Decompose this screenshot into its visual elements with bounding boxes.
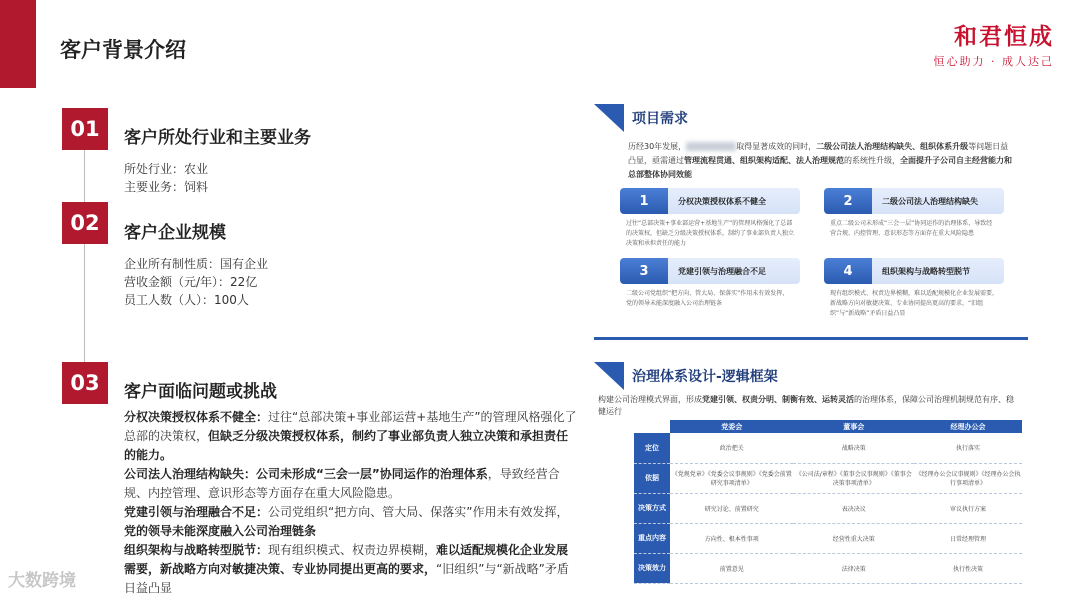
card-title: 分权决策授权体系不健全 [678,196,766,206]
table-cell: 《党规党章》《党委会议事规则》《党委会前置研究事项清单》 [670,463,793,493]
governance-framework-panel [594,362,1028,596]
ownership-line: 企业所有制性质：国有企业 [124,257,269,271]
card-body: 二级公司党组织“把方向、管大局、保落实”作用未有效发挥，党的领导未能深度融入公司治理链条 [626,290,789,307]
need-card [824,188,1004,244]
table-row [634,433,1022,463]
card-number: 3 [620,258,668,284]
table-cell: 日常经理管理 [914,523,1022,553]
card-body: 现有组织模式、权责边界模糊，难以适配规模化企业发展需要，新战略方向对敏捷决策、专业协同提出更高的要求，“旧组织”与“新战略”矛盾日益凸显 [830,290,999,317]
section-number-02: 02 [62,202,108,244]
brand-logo [934,18,1055,69]
table-row [634,553,1022,583]
table-cell: 经营性重大决策 [793,523,914,553]
table-row [634,493,1022,523]
project-needs-panel [594,104,1028,340]
need-card [824,258,1004,324]
row-header: 决策方式 [634,493,670,523]
panel-intro: 历经30年发展， 取得显著成效的同时，二级公司法人治理结构缺失、组织体系升级等问题日益凸显，亟需通过管理流程贯通、组织架构适配、法人治理规范的系统性升级，全面提升子公司自主经营能力和总部整体协同效能 [628,142,1012,179]
card-title: 二级公司法人治理结构缺失 [882,196,978,206]
section-body-industry [124,160,208,196]
card-body: 过往“总部决策+事业部运营+基地生产”的管理风格强化了总部的决策权，但缺乏分级决策授权体系，制约了事业部负责人独立决策和承担责任的能力 [626,220,795,247]
row-header: 决策效力 [634,553,670,583]
panel-title: 治理体系设计-逻辑框架 [632,369,778,385]
challenges-list [124,408,579,598]
challenge-item: 公司法人治理结构缺失：公司未形成“三会一层”协同运作的治理体系，导致经营合规、内控管理、意识形态等方面存在重大风险隐患。 [124,467,560,500]
need-card [620,188,800,254]
revenue-line: 营收金额（元/年）：22亿 [124,275,258,289]
corner-accent-bar [0,0,36,88]
table-header: 经理办公会 [914,420,1022,433]
industry-line: 所处行业：农业 [124,162,209,176]
section-number-03: 03 [62,362,108,404]
table-cell: 表决决议 [793,493,914,523]
timeline-line [84,150,85,365]
panel-header [594,104,688,132]
table-cell: 《公司法/章程》《董事会议事规则》《董事会决策事项清单》 [793,463,914,493]
table-cell: 方向性、根本性事项 [670,523,793,553]
row-header: 重点内容 [634,523,670,553]
card-title: 组织架构与战略转型脱节 [882,266,970,276]
table-row [634,463,1022,493]
need-card [620,258,800,314]
section-title-industry: 客户所处行业和主要业务 [124,128,311,148]
business-line: 主要业务：饲料 [124,180,209,194]
panel-intro: 构建公司治理模式界面，形成党建引领、权责分明、制衡有效、运转灵活的治理体系，保障公司治理机制规范有序、稳健运行 [598,395,1014,416]
employees-line: 员工人数（人）：100人 [124,293,249,307]
table-cell: 执行性决策 [914,553,1022,583]
table-cell: 前置意见 [670,553,793,583]
table-cell: 执行落实 [914,433,1022,463]
table-cell: 战略决策 [793,433,914,463]
table-corner [634,420,670,433]
card-title: 党建引领与治理融合不足 [678,266,766,276]
section-title-challenges: 客户面临问题或挑战 [124,382,277,402]
table-row [634,523,1022,553]
governance-table [634,420,1022,584]
table-cell: 审议执行方案 [914,493,1022,523]
section-body-scale [124,255,268,309]
panel-triangle-icon [594,362,624,390]
panel-title: 项目需求 [632,111,688,127]
watermark-text: 大数跨境 [8,571,76,591]
card-number: 2 [824,188,872,214]
logo-slogan: 恒心助力 · 成人达己 [933,55,1054,68]
row-header: 定位 [634,433,670,463]
section-title-scale: 客户企业规模 [124,223,226,243]
table-header: 党委会 [670,420,793,433]
card-number: 1 [620,188,668,214]
challenge-item: 分权决策授权体系不健全：过往“总部决策+事业部运营+基地生产”的管理风格强化了总部的决策权，但缺乏分级决策授权体系，制约了事业部负责人独立决策和承担责任的能力。 [124,410,577,462]
card-body: 重点二级公司未形成“三会一层”协同运作的治理体系，导致经营合规、内控管理、意识形态等方面存在重大风险隐患 [830,220,993,237]
challenge-item: 党建引领与治理融合不足：公司党组织“把方向、管大局、保落实”作用未有效发挥，党的领导未能深度融入公司治理链条 [124,505,569,538]
table-cell: 法律决策 [793,553,914,583]
panel-triangle-icon [594,104,624,132]
page-title: 客户背景介绍 [60,38,186,62]
row-header: 依据 [634,463,670,493]
logo-mark: 和君恒成 [954,24,1054,50]
panel-header [594,362,778,390]
challenge-item: 组织架构与战略转型脱节：现有组织模式、权责边界模糊，难以适配规模化企业发展需要，新战略方向对敏捷决策、专业协同提出更高的要求，“旧组织”与“新战略”矛盾日益凸显 [124,543,569,595]
card-number: 4 [824,258,872,284]
redacted-name [686,142,736,151]
table-cell: 研究讨论、前置研究 [670,493,793,523]
table-cell: 政治把关 [670,433,793,463]
table-cell: 《经理办公会议事规则》《经理办公会执行事项清单》 [914,463,1022,493]
table-header: 董事会 [793,420,914,433]
section-number-01: 01 [62,108,108,150]
